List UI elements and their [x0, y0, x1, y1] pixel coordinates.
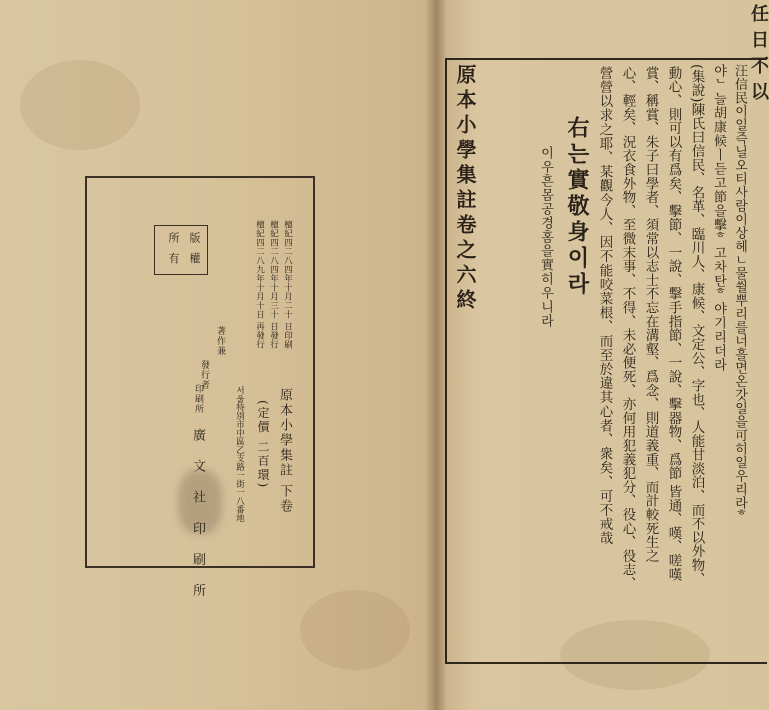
text-column-4: 動心、則可以有爲矣、擊節、一說、擊手指節、一說、擊器物、爲節 皆通、嘆、嗟嘆	[665, 66, 682, 582]
price: (定價 二百環)	[256, 400, 270, 490]
publish-date: 檀紀四二八四年十月三十 日發行	[268, 220, 279, 350]
text-column-1: 汪信民이일즉닐오티사람이상헤ㄴ물쓀뿌리를너흘면온갓일을可히일우리라ᄒ	[732, 64, 747, 523]
paper-stain	[300, 590, 410, 670]
book-title: 原本小學集註 下卷	[277, 388, 292, 515]
text-column-6: 心、輕矣、況衣食外物、至微末事、不得、未必便死、亦何用犯義犯分、役心、役志、	[619, 66, 636, 591]
print-date: 檀紀四二八四年十月二十 日印刷	[282, 220, 293, 350]
copyright-line-1: 版 權	[188, 232, 201, 267]
address: 서울特別市中區乙支路一街一八番地	[234, 386, 245, 522]
korean-translation: 이우흔몸공경홈을實히우니라	[538, 146, 553, 328]
book-gutter	[425, 0, 447, 710]
text-column-5: 賞、稱賞、朱子曰學者、須常以志士不忘在溝壑、爲念、則道義重、而計較死生之	[642, 66, 659, 563]
printer-label: 印刷所	[193, 384, 203, 414]
text-column-2: 야ᄂ늘胡康候ㅣ듣고節을擊ᄒ고차탄ᄒ야기리더라	[711, 64, 726, 372]
ink-smudge	[178, 470, 222, 534]
section-heading: 右는實敬身이라	[564, 116, 590, 298]
paper-stain	[20, 60, 140, 150]
text-column-3: (集說)陳氏曰信民、名革、臨川人、康候、文定公、字也、人能甘淡泊、而不以外物、	[688, 64, 705, 586]
copyright-line-2: 所 有	[167, 232, 180, 267]
reprint-date: 檀紀四二八九年十月十日 再發行	[254, 220, 265, 350]
printer-name: 廣 文 社 印 刷 所	[190, 428, 205, 604]
copyright-seal	[154, 225, 208, 275]
author-label: 著作兼	[215, 326, 225, 356]
publisher-label: 發行者	[199, 360, 209, 390]
volume-end-title: 原本小學集註卷之六終	[453, 64, 477, 314]
text-column-7: 營營以求之耶、某觀今人、因不能咬菜根、而至於違其心者、衆矣、可不戒哉	[596, 66, 613, 546]
edge-heading-fragment: 任日不以	[748, 4, 769, 108]
